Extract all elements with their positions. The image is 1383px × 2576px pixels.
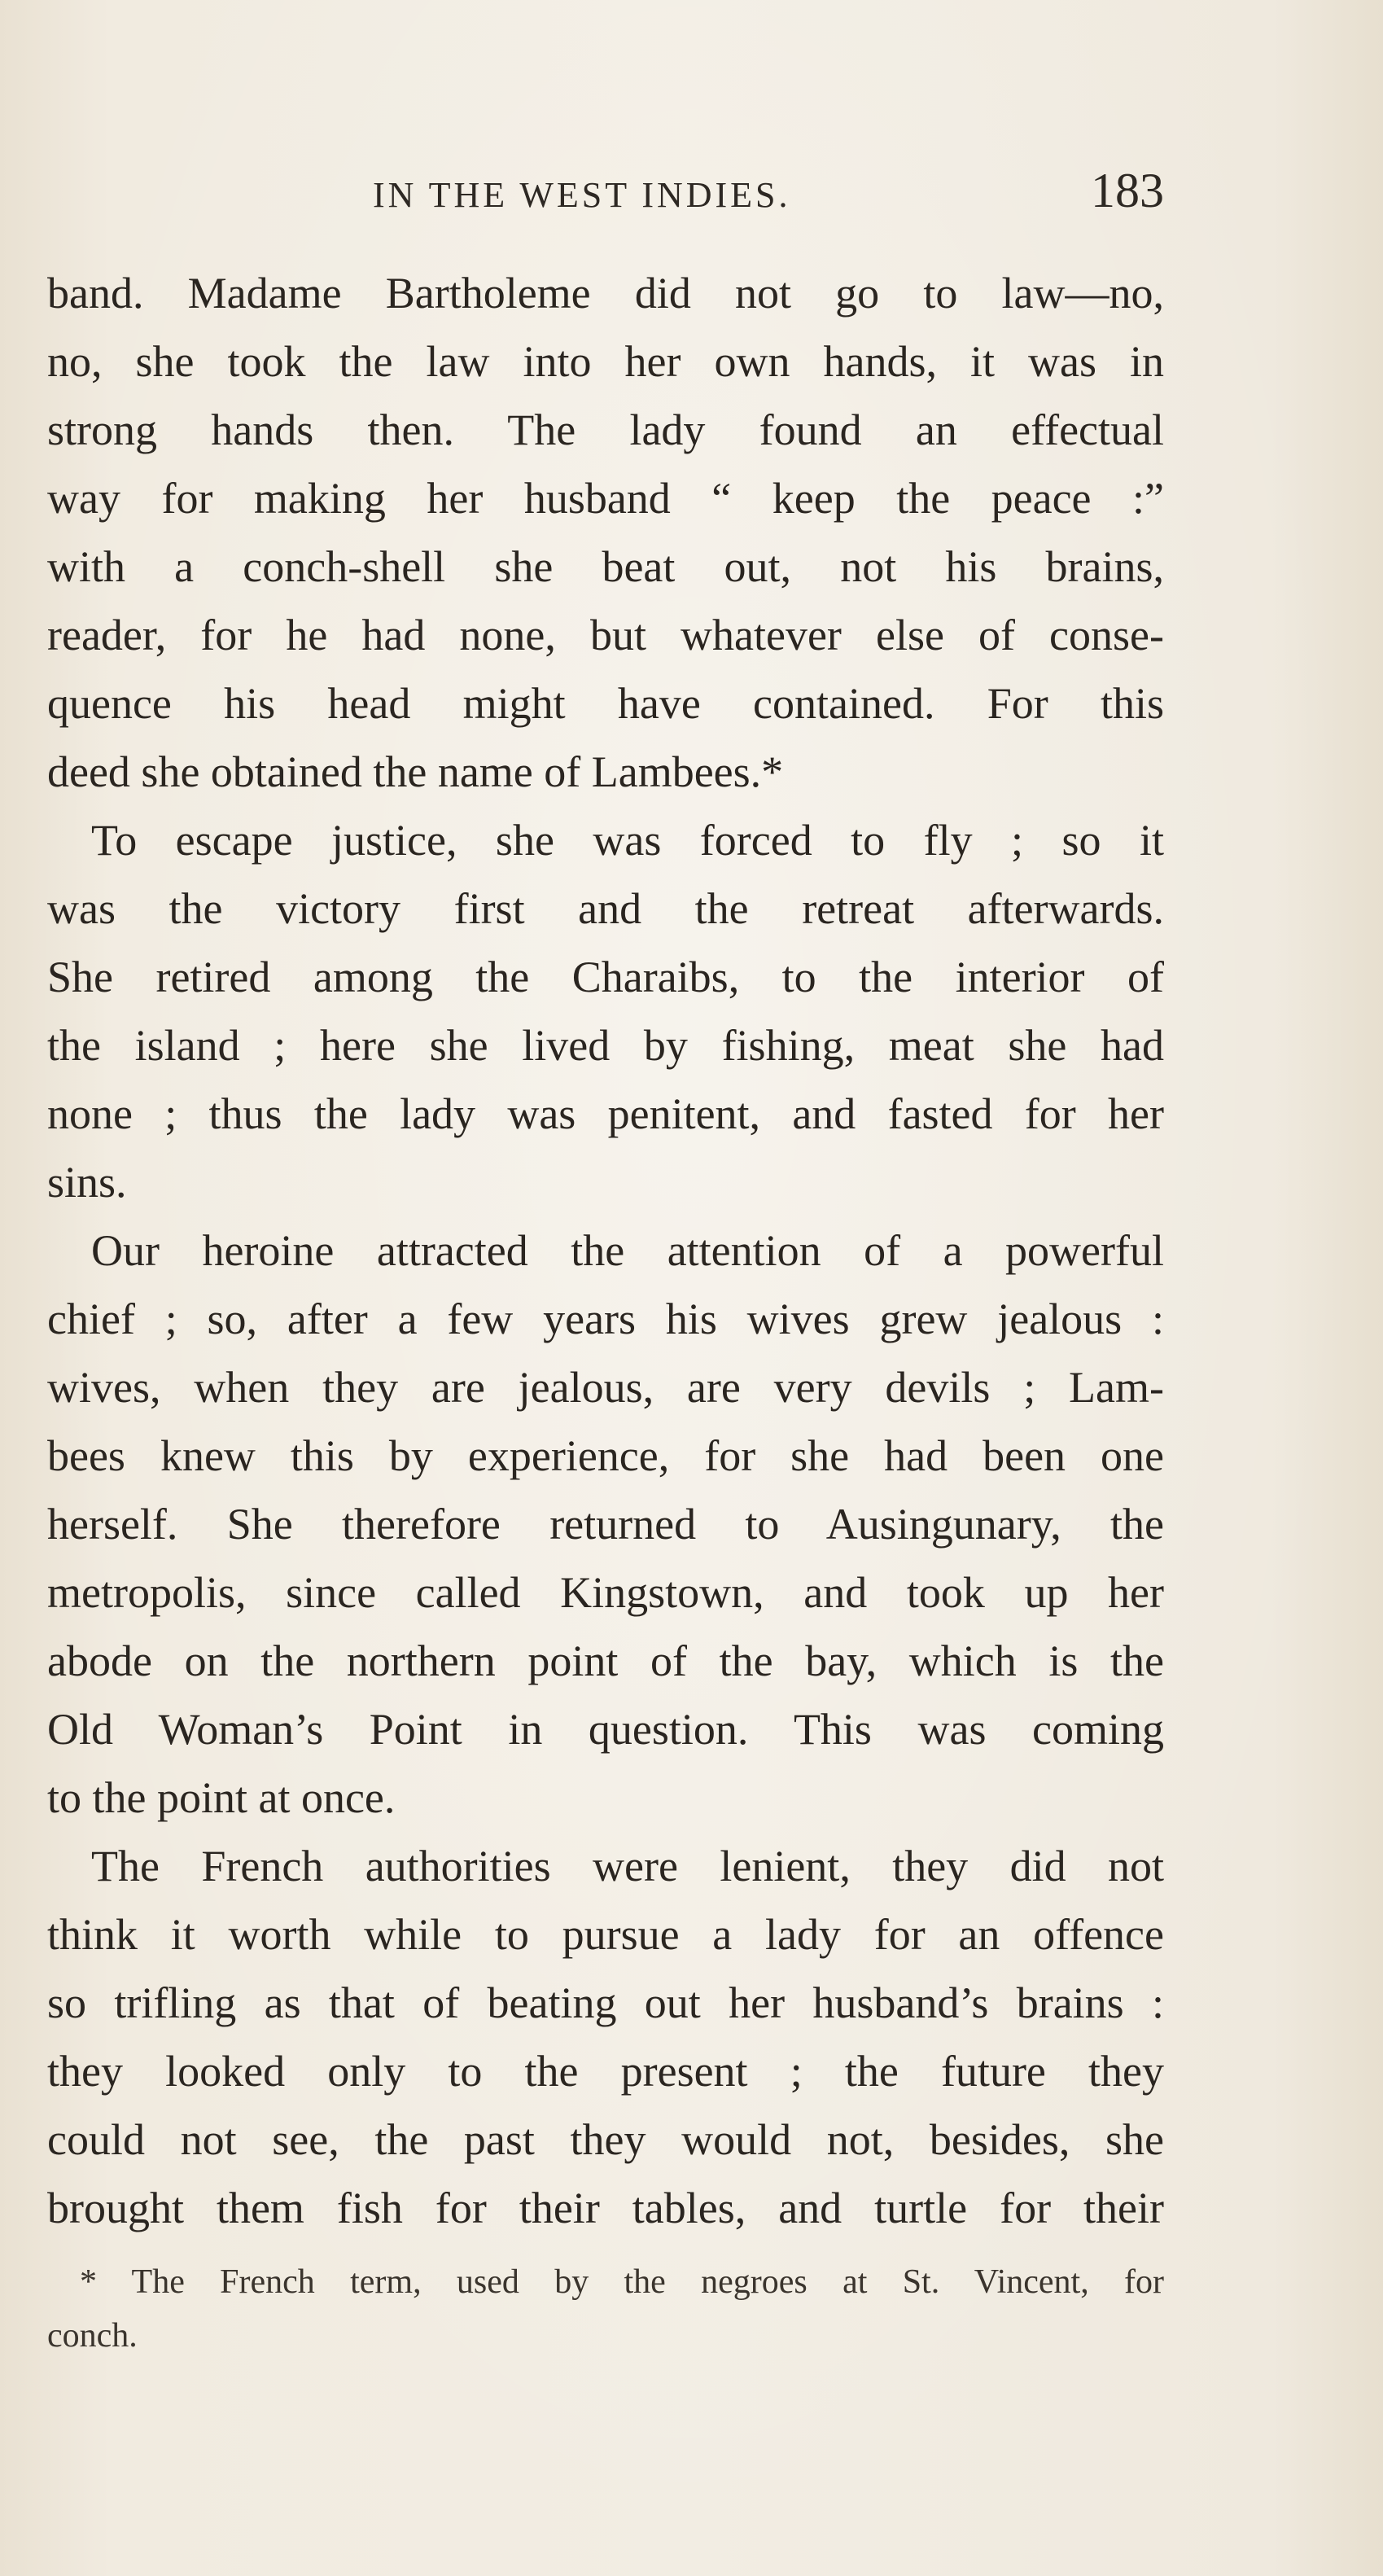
- text-line: with a conch-shell she beat out, not his brains,: [47, 542, 1164, 591]
- body-text: [47, 259, 1164, 2242]
- page-number: 183: [1091, 164, 1164, 217]
- text-line: The French authorities were lenient, they did not: [91, 1842, 1164, 1890]
- text-line: metropolis, since called Kingstown, and took up her: [47, 1568, 1164, 1617]
- text-line: quence his head might have contained. For this: [47, 679, 1164, 728]
- paragraph-4: [47, 1832, 1164, 2242]
- text-line: wives, when they are jealous, are very devils ; Lam-: [47, 1363, 1164, 1412]
- text-line: they looked only to the present ; the future they: [47, 2047, 1164, 2096]
- text-line: strong hands then. The lady found an effectual: [47, 405, 1164, 454]
- text-line: To escape justice, she was forced to fly ; so it: [91, 816, 1164, 865]
- text-line: sins.: [47, 1158, 127, 1207]
- running-title: IN THE WEST INDIES.: [373, 175, 791, 215]
- text-line: think it worth while to pursue a lady for an offence: [47, 1910, 1164, 1959]
- text-line: the island ; here she lived by fishing, meat she had: [47, 1021, 1164, 1070]
- text-line: none ; thus the lady was penitent, and fasted for her: [47, 1089, 1164, 1138]
- text-line: brought them fish for their tables, and turtle for their: [47, 2184, 1164, 2232]
- text-line: deed she obtained the name of Lambees.*: [47, 747, 784, 796]
- text-line: abode on the northern point of the bay, which is the: [47, 1636, 1164, 1685]
- text-line: way for making her husband “ keep the peace :”: [47, 474, 1164, 523]
- footnote-line: * The French term, used by the negroes at St. Vincent, for: [80, 2263, 1164, 2301]
- text-line: chief ; so, after a few years his wives grew jealous :: [47, 1295, 1164, 1343]
- paragraph-2: [47, 806, 1164, 1216]
- footnote: [47, 2255, 1164, 2363]
- text-line: was the victory first and the retreat afterwards.: [47, 884, 1164, 933]
- footnote-line: conch.: [47, 2317, 138, 2355]
- text-line: Our heroine attracted the attention of a powerful: [91, 1226, 1164, 1275]
- text-line: could not see, the past they would not, besides, she: [47, 2115, 1164, 2164]
- text-line: to the point at once.: [47, 1773, 396, 1822]
- paragraph-1: [47, 259, 1164, 806]
- text-line: no, she took the law into her own hands, it was in: [47, 337, 1164, 386]
- text-line: reader, for he had none, but whatever else of conse-: [47, 611, 1164, 659]
- text-line: herself. She therefore returned to Ausingunary, the: [47, 1500, 1164, 1549]
- text-line: Old Woman’s Point in question. This was coming: [47, 1705, 1164, 1754]
- paragraph-3: [47, 1216, 1164, 1832]
- text-line: She retired among the Charaibs, to the interior of: [47, 953, 1164, 1001]
- text-line: band. Madame Bartholeme did not go to law—no,: [47, 269, 1164, 318]
- text-line: so trifling as that of beating out her husband’s brains :: [47, 1978, 1164, 2027]
- page-header: [47, 163, 1164, 220]
- text-line: bees knew this by experience, for she had been one: [47, 1431, 1164, 1480]
